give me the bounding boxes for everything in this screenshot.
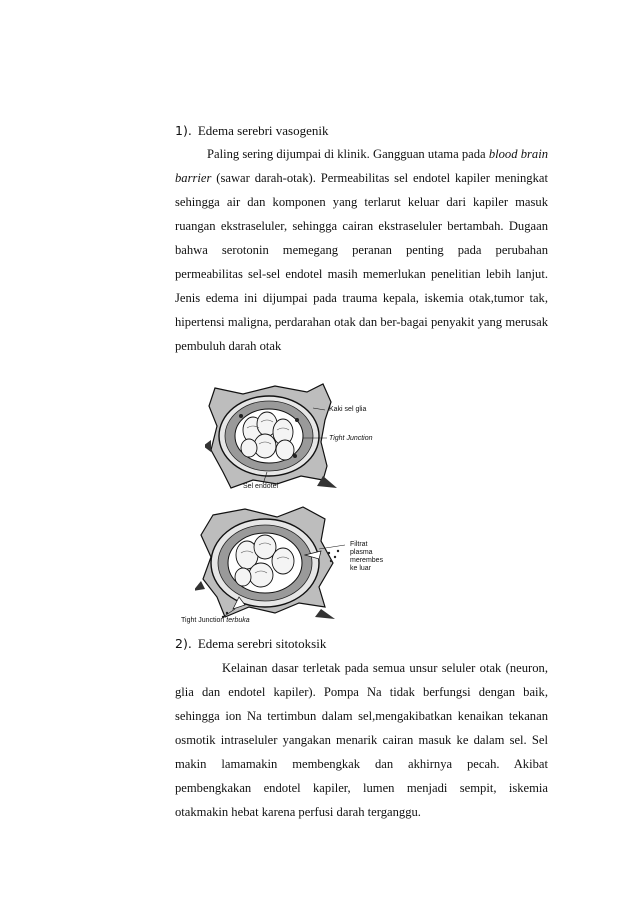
section-1-text-b: (sawar darah-otak). Permeabilitas sel endotel kapiler meningkat sehingga air dan komponen yang terlarut keluar dari kapiler masuk ruangan ekstraseluler, sehingga cairan ekstraseluler bertambah. Dugaan bahwa serotonin memegang peranan penting pada perubahan permeabilitas sel-sel endotel masih memerlukan penelitian lebih lanjut. Jenis edema ini dijumpai pada trauma kepala, iskemia otak,tumor tak, hipertensi maligna, perdarahan otak dan ber-bagai penyakit yang merusak pembuluh darah otak — [175, 171, 548, 353]
label-tight-junction-open-b: terbuka — [226, 617, 250, 624]
label-filtrat-4: ke luar — [350, 565, 372, 572]
section-1-paragraph — [175, 142, 548, 358]
label-kaki-sel-glia: Kaki sel glia — [329, 406, 367, 413]
section-1-number: 1). — [175, 123, 192, 138]
section-1-title: Edema serebri vasogenik — [197, 123, 329, 138]
section-2-heading — [175, 636, 326, 652]
section-2-number: 2). — [175, 636, 192, 651]
section-1-text-a: Paling sering dijumpai di klinik. Gangguan utama pada — [207, 147, 489, 161]
label-filtrat-3: merembes — [350, 557, 384, 564]
leaky-capillary-illustration — [195, 505, 410, 630]
figure-leaky-capillary — [181, 505, 410, 630]
section-1-heading — [175, 123, 329, 139]
label-sel-endotel: Sel endotel — [243, 483, 279, 490]
label-filtrat-2: plasma — [350, 549, 373, 556]
figure-normal-capillary — [205, 380, 390, 495]
blood-brain-barrier-term: blood brain barrier — [175, 147, 548, 185]
label-tight-junction: Tight Junction — [329, 435, 373, 442]
label-tight-junction-open — [181, 617, 250, 625]
section-2-paragraph: Kelainan dasar terletak pada semua unsur seluler otak (neuron, glia dan endotel kapiler). Pompa Na tidak berfungsi dengan baik, sehingga ion Na tertimbun dalam sel,mengakibatkan kenaikan tekanan osmotik intraseluler yangakan menarik cairan masuk ke dalam sel. Sel makin lamamakin membengkak dan akhirnya pecah. Akibat pembengkakan endotel kapiler, lumen menjadi sempit, iskemia otakmakin hebat karena perfusi darah terganggu. — [175, 661, 548, 819]
label-tight-junction-open-a: Tight Junction — [181, 617, 225, 624]
label-filtrat-1: Filtrat — [350, 541, 368, 548]
section-2-title: Edema serebri sitotoksik — [197, 636, 327, 651]
